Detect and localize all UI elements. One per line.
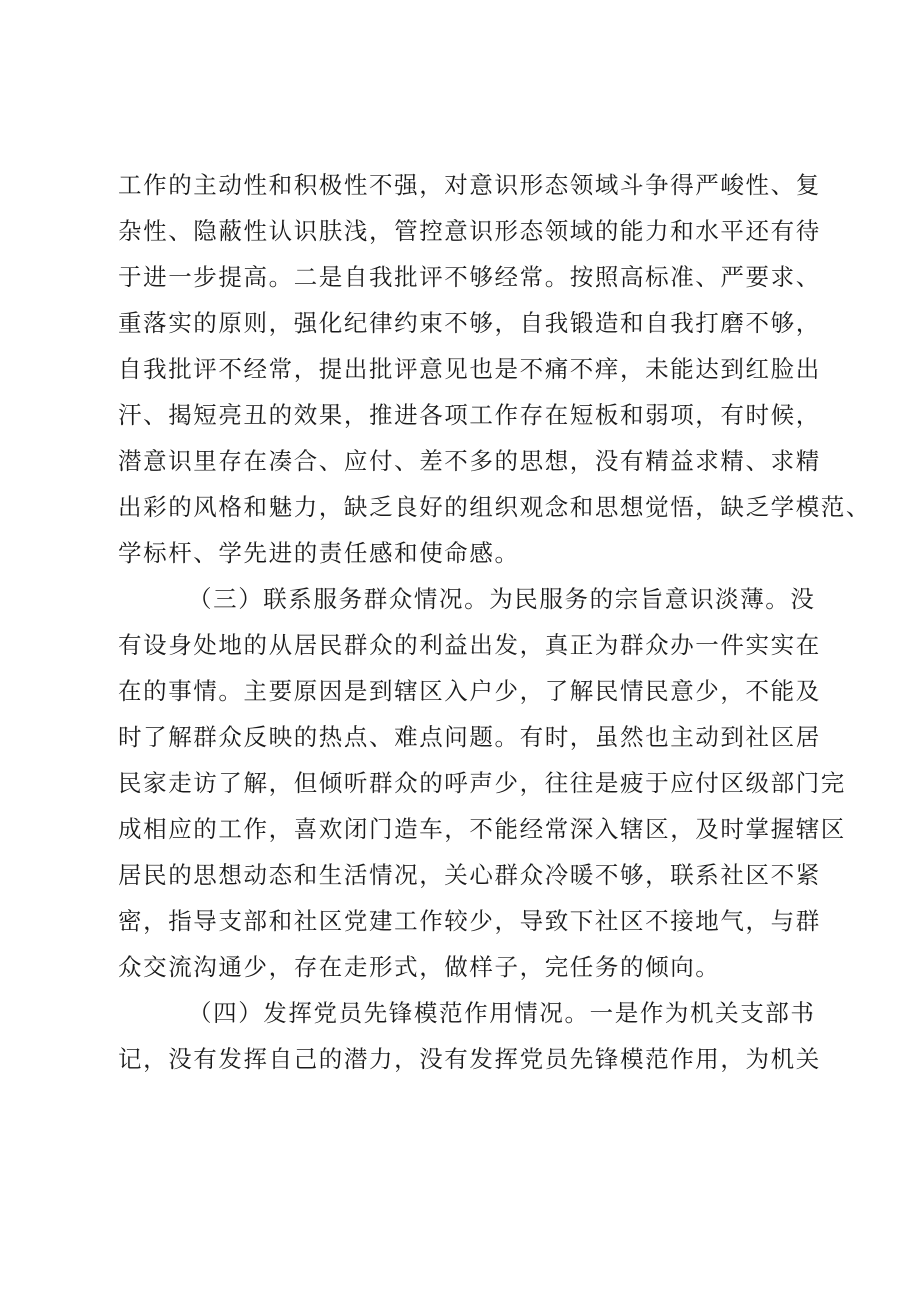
body-text (118, 162, 871, 1082)
text-line: 成相应的工作，喜欢闭门造车，不能经常深入辖区，及时掌握辖区 (118, 815, 846, 843)
text-line: 居民的思想动态和生活情况，关心群众冷暖不够，联系社区不紧 (118, 861, 821, 889)
text-line: 出彩的风格和魅力，缺乏良好的组织观念和思想觉悟，缺乏学模范、 (118, 493, 871, 521)
text-line: 有设身处地的从居民群众的利益出发，真正为群众办一件实实在 (118, 631, 821, 659)
text-line: 重落实的原则，强化纪律约束不够，自我锻造和自我打磨不够， (118, 309, 821, 337)
text-line: 自我批评不经常，提出批评意见也是不痛不痒，未能达到红脸出 (118, 355, 821, 383)
text-line: 汗、揭短亮丑的效果，推进各项工作存在短板和弱项，有时候， (118, 401, 821, 429)
text-line: 潜意识里存在凑合、应付、差不多的思想，没有精益求精、求精 (118, 447, 821, 475)
text-line: 民家走访了解，但倾听群众的呼声少，往往是疲于应付区级部门完 (118, 769, 846, 797)
text-line: 于进一步提高。二是自我批评不够经常。按照高标准、严要求、 (118, 263, 821, 291)
text-line: 学标杆、学先进的责任感和使命感。 (118, 539, 520, 567)
text-line: 密，指导支部和社区党建工作较少，导致下社区不接地气，与群 (118, 907, 821, 935)
text-line: 工作的主动性和积极性不强，对意识形态领域斗争得严峻性、复 (118, 171, 821, 199)
section-heading-line: （三）联系服务群众情况。为民服务的宗旨意识淡薄。没 (188, 585, 816, 613)
text-line: 时了解群众反映的热点、难点问题。有时，虽然也主动到社区居 (118, 723, 821, 751)
text-line: 在的事情。主要原因是到辖区入户少，了解民情民意少，不能及 (118, 677, 821, 705)
text-line: 众交流沟通少，存在走形式，做样子，完任务的倾向。 (118, 953, 721, 981)
section-heading-line: （四）发挥党员先锋模范作用情况。一是作为机关支部书 (188, 999, 816, 1027)
text-line: 杂性、隐蔽性认识肤浅，管控意识形态领域的能力和水平还有待 (118, 217, 821, 245)
text-line: 记，没有发挥自己的潜力，没有发挥党员先锋模范作用，为机关 (118, 1045, 821, 1073)
